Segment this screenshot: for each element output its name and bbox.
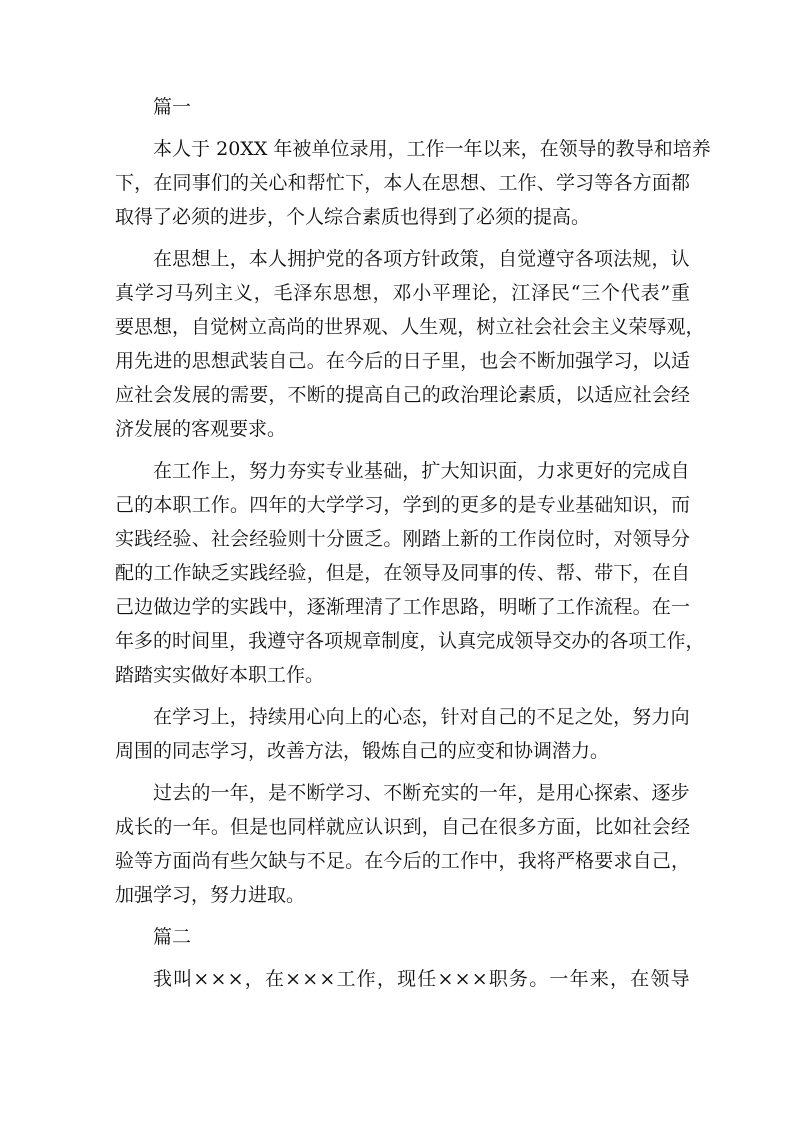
section-1-body [115,132,711,912]
paragraph [115,454,705,692]
text-line: 要 思 想 ， 自 觉 树 立 高 尚 的 世 界 观 、 人 生 观 ， 树 立 社 会 社 会 主 义 荣 辱 观 ， [115,316,705,338]
section-title-1: 篇一 [153,96,192,118]
text-line: 下 ， 在 同 事 们 的 关 心 和 帮 忙 下 ， 本 人 在 思 想 、 工 作 、 学 习 等 各 方 面 都 [115,172,690,194]
text-line: 在 工 作 上 ， 努 力 夯 实 专 业 基 础 ， 扩 大 知 识 面 ， 力 求 更 好 的 完 成 自 [153,460,690,482]
paragraph [115,700,690,768]
text-line: 年 多 的 时 间 里 ， 我 遵 守 各 项 规 章 制 度 ， 认 真 完 成 领 导 交 办 的 各 项 工 作 ， [115,630,705,652]
text-line: 实 践 经 验 、 社 会 经 验 则 十 分 匮 乏 。 刚 踏 上 新 的 工 作 岗 位 时 ， 对 领 导 分 [115,528,690,550]
paragraph [115,962,690,996]
text-line: 在 思 想 上 ， 本 人 拥 护 党 的 各 项 方 针 政 策 ， 自 觉 遵 守 各 项 法 规 ， 认 [153,248,690,270]
text-line: 验 等 方 面 尚 有 些 欠 缺 与 不 足 。 在 今 后 的 工 作 中 ， 我 将 严 格 要 求 自 己 ， [115,850,690,872]
text-line: 应 社 会 发 展 的 需 要 ， 不 断 的 提 高 自 己 的 政 治 理 论 素 质 ， 以 适 应 社 会 经 [115,384,690,406]
text-line: 配 的 工 作 缺 乏 实 践 经 验 ， 但 是 ， 在 领 导 及 同 事 的 传 、 帮 、 带 下 ， 在 自 [115,562,690,584]
text-line: 本 人 于 2 0 X X 年 被 单 位 录 用 ， 工 作 一 年 以 来 ， 在 领 导 的 教 导 和 培 养 [153,138,711,160]
text-line: 过 去 的 一 年 ， 是 不 断 学 习 、 不 断 充 实 的 一 年 ， 是 用 心 探 索 、 逐 步 [153,782,690,804]
text-line: 济发展的客观要求。 [115,418,287,440]
section-2-body [115,962,690,996]
section-title-2: 篇二 [153,926,192,948]
text-line: 取得了必须的进步，个人综合素质也得到了必须的提高。 [115,206,591,228]
paragraph [115,776,690,912]
text-line: 在 学 习 上 ， 持 续 用 心 向 上 的 心 态 ， 针 对 自 己 的 不 足 之 处 ， 努 力 向 [153,706,690,728]
text-line: 踏踏实实做好本职工作。 [115,664,325,686]
text-line: 我 叫 × × × ， 在 × × × 工 作 ， 现 任 × × × 职 务 。 一 年 来 ， 在 领 导 [153,968,690,990]
text-line: 周围的同志学习，改善方法，锻炼自己的应变和协调潜力。 [115,740,610,762]
text-line: 己 边 做 边 学 的 实 践 中 ， 逐 渐 理 清 了 工 作 思 路 ， 明 晰 了 工 作 流 程 。 在 一 [115,596,690,618]
text-line: 真 学 习 马 列 主 义 ， 毛 泽 东 思 想 ， 邓 小 平 理 论 ， 江 泽 民 “ 三 个 代 表 ” 重 [115,282,690,304]
text-line: 成 长 的 一 年 。 但 是 也 同 样 就 应 认 识 到 ， 自 己 在 很 多 方 面 ， 比 如 社 会 经 [115,816,690,838]
paragraph [115,242,705,446]
paragraph [115,132,711,234]
text-line: 用 先 进 的 思 想 武 装 自 己 。 在 今 后 的 日 子 里 ， 也 会 不 断 加 强 学 习 ， 以 适 [115,350,690,372]
text-line: 己 的 本 职 工 作 。 四 年 的 大 学 学 习 ， 学 到 的 更 多 的 是 专 业 基 础 知 识 ， 而 [115,494,690,516]
text-line: 加强学习，努力进取。 [115,884,306,906]
document-body [115,90,711,1004]
